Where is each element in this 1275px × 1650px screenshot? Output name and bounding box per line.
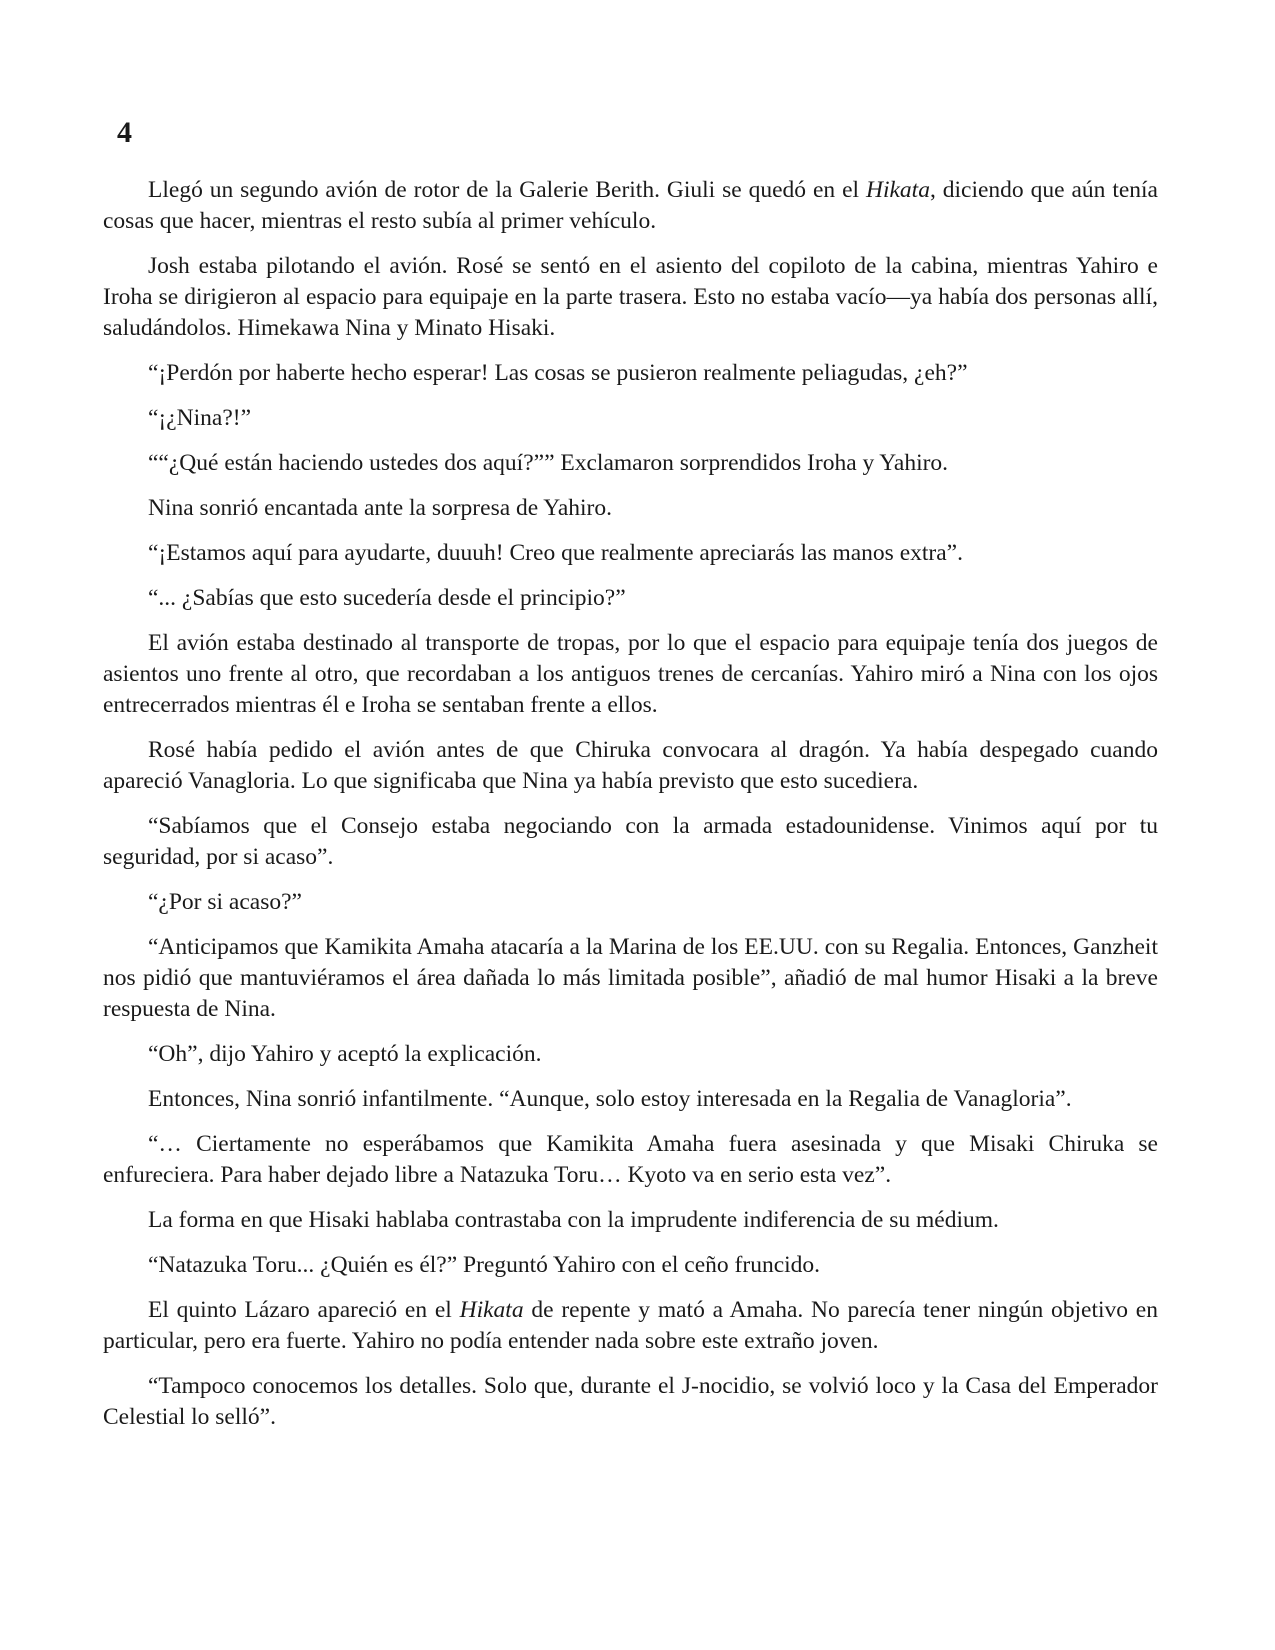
paragraph xyxy=(103,251,1158,344)
paragraph-text: Entonces, Nina sonrió infantilmente. “Aunque, solo estoy interesada en la Regalia de Vanagloria”. xyxy=(148,1086,1072,1112)
paragraph-text: “Natazuka Toru... ¿Quién es él?” Preguntó Yahiro con el ceño fruncido. xyxy=(148,1252,821,1278)
paragraph-text: La forma en que Hisaki hablaba contrastaba con la imprudente indiferencia de su médium. xyxy=(148,1207,999,1233)
italic-ship-name: Hikata xyxy=(459,1297,524,1323)
paragraph-text: Rosé había pedido el avión antes de que Chiruka convocara al dragón. Ya había despegado cuando apareció Vanagloria. Lo que significaba que Nina ya había previsto que esto sucediera. xyxy=(103,737,1158,794)
paragraph-text: “¡¿Nina?!” xyxy=(148,405,252,431)
paragraph xyxy=(103,1039,1158,1070)
paragraph xyxy=(103,887,1158,918)
paragraph xyxy=(103,1084,1158,1115)
italic-ship-name: Hikata xyxy=(865,177,930,203)
paragraph-text: El quinto Lázaro apareció en el xyxy=(148,1297,460,1323)
paragraph xyxy=(103,538,1158,569)
chapter-number: 4 xyxy=(117,116,132,149)
book-page xyxy=(103,0,1158,1650)
paragraph xyxy=(103,1295,1158,1357)
chapter-body xyxy=(103,175,1158,1447)
paragraph-text: “Tampoco conocemos los detalles. Solo que, durante el J-nocidio, se volvió loco y la Casa del Emperador Celestial lo selló”. xyxy=(103,1373,1158,1430)
paragraph-text: “… Ciertamente no esperábamos que Kamikita Amaha fuera asesinada y que Misaki Chiruka se enfureciera. Para haber dejado libre a Natazuka Toru… Kyoto va en serio esta vez”. xyxy=(103,1131,1158,1188)
paragraph xyxy=(103,175,1158,237)
paragraph xyxy=(103,1371,1158,1433)
paragraph-text: “... ¿Sabías que esto sucedería desde el principio?” xyxy=(148,585,626,611)
paragraph xyxy=(103,448,1158,479)
paragraph xyxy=(103,1129,1158,1191)
paragraph-text: “¡Estamos aquí para ayudarte, duuuh! Creo que realmente apreciarás las manos extra”. xyxy=(148,540,963,566)
paragraph xyxy=(103,583,1158,614)
paragraph xyxy=(103,403,1158,434)
paragraph-text: , diciendo que aún tenía cosas que hacer, mientras el resto subía al primer vehículo. xyxy=(103,177,1158,234)
paragraph xyxy=(103,735,1158,797)
paragraph-text: de repente y mató a Amaha. No parecía tener ningún objetivo en particular, pero era fuerte. Yahiro no podía entender nada sobre este extraño joven. xyxy=(103,1297,1158,1354)
paragraph xyxy=(103,811,1158,873)
paragraph xyxy=(103,1205,1158,1236)
paragraph xyxy=(103,358,1158,389)
paragraph-text: ““¿Qué están haciendo ustedes dos aquí?”” Exclamaron sorprendidos Iroha y Yahiro. xyxy=(148,450,949,476)
paragraph-text: “Anticipamos que Kamikita Amaha atacaría a la Marina de los EE.UU. con su Regalia. Entonces, Ganzheit nos pidió que mantuviéramos el área dañada lo más limitada posible”, añadió de mal humor Hisaki a la breve respuesta de Nina. xyxy=(103,934,1158,1022)
paragraph xyxy=(103,628,1158,721)
paragraph xyxy=(103,932,1158,1025)
paragraph xyxy=(103,1250,1158,1281)
paragraph-text: El avión estaba destinado al transporte de tropas, por lo que el espacio para equipaje tenía dos juegos de asientos uno frente al otro, que recordaban a los antiguos trenes de cercanías. Yahiro miró a Nina con los ojos entrecerrados mientras él e Iroha se sentaban frente a ellos. xyxy=(103,630,1158,718)
paragraph xyxy=(103,493,1158,524)
paragraph-text: “¿Por si acaso?” xyxy=(148,889,302,915)
paragraph-text: “¡Perdón por haberte hecho esperar! Las cosas se pusieron realmente peliagudas, ¿eh?” xyxy=(148,360,968,386)
paragraph-text: Josh estaba pilotando el avión. Rosé se sentó en el asiento del copiloto de la cabina, mientras Yahiro e Iroha se dirigieron al espacio para equipaje en la parte trasera. Esto no estaba vacío—ya había dos personas allí, saludándolos. Himekawa Nina y Minato Hisaki. xyxy=(103,253,1158,341)
paragraph-text: “Oh”, dijo Yahiro y aceptó la explicación. xyxy=(148,1041,542,1067)
paragraph-text: Llegó un segundo avión de rotor de la Galerie Berith. Giuli se quedó en el xyxy=(148,177,866,203)
paragraph-text: Nina sonrió encantada ante la sorpresa de Yahiro. xyxy=(148,495,612,521)
paragraph-text: “Sabíamos que el Consejo estaba negociando con la armada estadounidense. Vinimos aquí por tu seguridad, por si acaso”. xyxy=(103,813,1158,870)
